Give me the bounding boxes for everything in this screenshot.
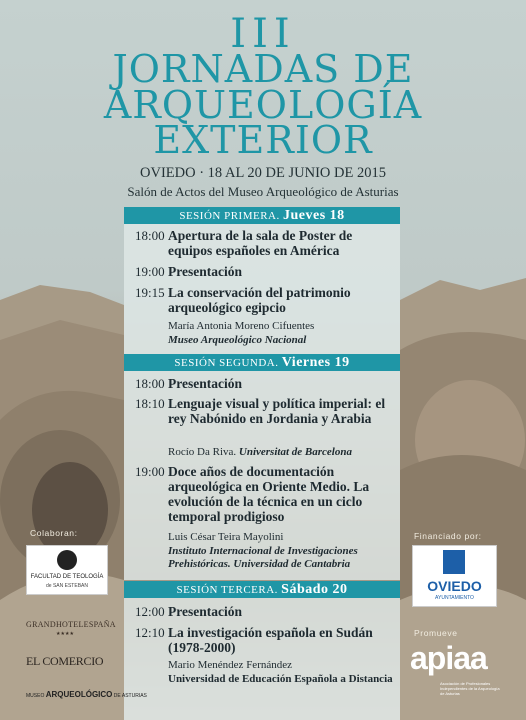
museo-tail: DE ASTURIAS [113, 693, 147, 699]
session-3-header [124, 581, 400, 598]
location-dates: OVIEDO · 18 AL 20 DE JUNIO DE 2015 [140, 165, 386, 181]
colaboran-label: Colaboran: [30, 528, 78, 538]
oviedo-shield-icon [443, 550, 465, 574]
teologia-logo [26, 545, 108, 595]
ayuntamiento-text: AYUNTAMIENTO [435, 595, 474, 601]
moon-icon [57, 550, 77, 570]
item-title: Presentación [168, 376, 242, 391]
item-time: 19:00 [135, 464, 165, 479]
item-title: Lenguaje visual y política imperial: el rey Nabónido en Jordania y Arabia [168, 396, 386, 426]
item-title: Apertura de la sala de Poster de equipos españoles en América [168, 228, 353, 258]
item-time: 18:00 [135, 228, 165, 243]
session-1-header [124, 207, 400, 224]
session-2-header [124, 354, 400, 371]
item-title: La conservación del patrimonio arqueológico egipcio [168, 285, 351, 315]
speaker-affiliation: Museo Arqueológico Nacional [168, 334, 307, 346]
oviedo-text: OVIEDO [427, 578, 482, 594]
title-line-3: EXTERIOR [153, 118, 373, 162]
apiaa-subtitle: Asociación de Profesionales Independientes de la Arqueología de Asturias [440, 681, 500, 696]
hotel-logo: GRANDHOTELESPAÑA [26, 620, 116, 629]
financiado-label: Financiado por: [414, 531, 482, 541]
session-label: SESIÓN SEGUNDA. [174, 357, 279, 369]
item-time: 12:00 [135, 604, 165, 619]
teologia-sub: de SAN ESTEBAN [46, 583, 88, 589]
session-day: Viernes 19 [281, 355, 350, 370]
item-time: 18:10 [135, 396, 165, 411]
hotel-stars: ★★★★ [56, 631, 74, 637]
title-line-1: JORNADAS DE [112, 47, 414, 91]
edition-number: III [230, 11, 296, 57]
apiaa-logo: apiaa [410, 640, 487, 676]
speaker-name: Luis César Teira Mayolini [168, 531, 284, 543]
title-line-2: ARQUEOLOGÍA [103, 83, 423, 127]
item-title: Presentación [168, 604, 242, 619]
speaker-name: Rocío Da Riva. [168, 446, 239, 458]
speaker-name: María Antonia Moreno Cifuentes [168, 320, 315, 332]
item-title: La investigación española en Sudán (1978-2000) [168, 625, 373, 655]
speaker-line [168, 446, 400, 459]
item-time: 19:00 [135, 264, 165, 279]
speaker-name: Mario Menéndez Fernández [168, 659, 293, 671]
session-day: Sábado 20 [281, 582, 348, 597]
promueve-label: Promueve [414, 628, 458, 638]
session-label: SESIÓN PRIMERA. [179, 210, 280, 222]
item-time: 12:10 [135, 625, 165, 640]
item-time: 18:00 [135, 376, 165, 391]
teologia-name: FACULTAD DE TEOLOGÍA [30, 574, 104, 580]
item-title: Doce años de documentación arqueológica en Oriente Medio. La evolución de la técnica en un ciclo temporal prodigioso [168, 464, 370, 524]
comercio-logo: EL COMERCIO [26, 654, 104, 668]
session-label: SESIÓN TERCERA. [176, 584, 278, 596]
museo-big: ARQUEOLÓGICO [45, 690, 113, 699]
item-time: 19:15 [135, 285, 165, 300]
speaker-affiliation: Universitat de Barcelona [238, 446, 352, 458]
item-title: Presentación [168, 264, 242, 279]
museo-logo [26, 690, 147, 699]
speaker-affiliation: Instituto Internacional de Investigaciones Prehistóricas. Universidad de Cantabria [168, 545, 358, 570]
venue: Salón de Actos del Museo Arqueológico de Asturias [127, 184, 399, 199]
session-day: Jueves 18 [282, 208, 345, 223]
museo-small: MUSEO [26, 693, 45, 699]
speaker-affiliation: Universidad de Educación Española a Distancia [168, 673, 393, 685]
oviedo-logo [412, 545, 497, 607]
